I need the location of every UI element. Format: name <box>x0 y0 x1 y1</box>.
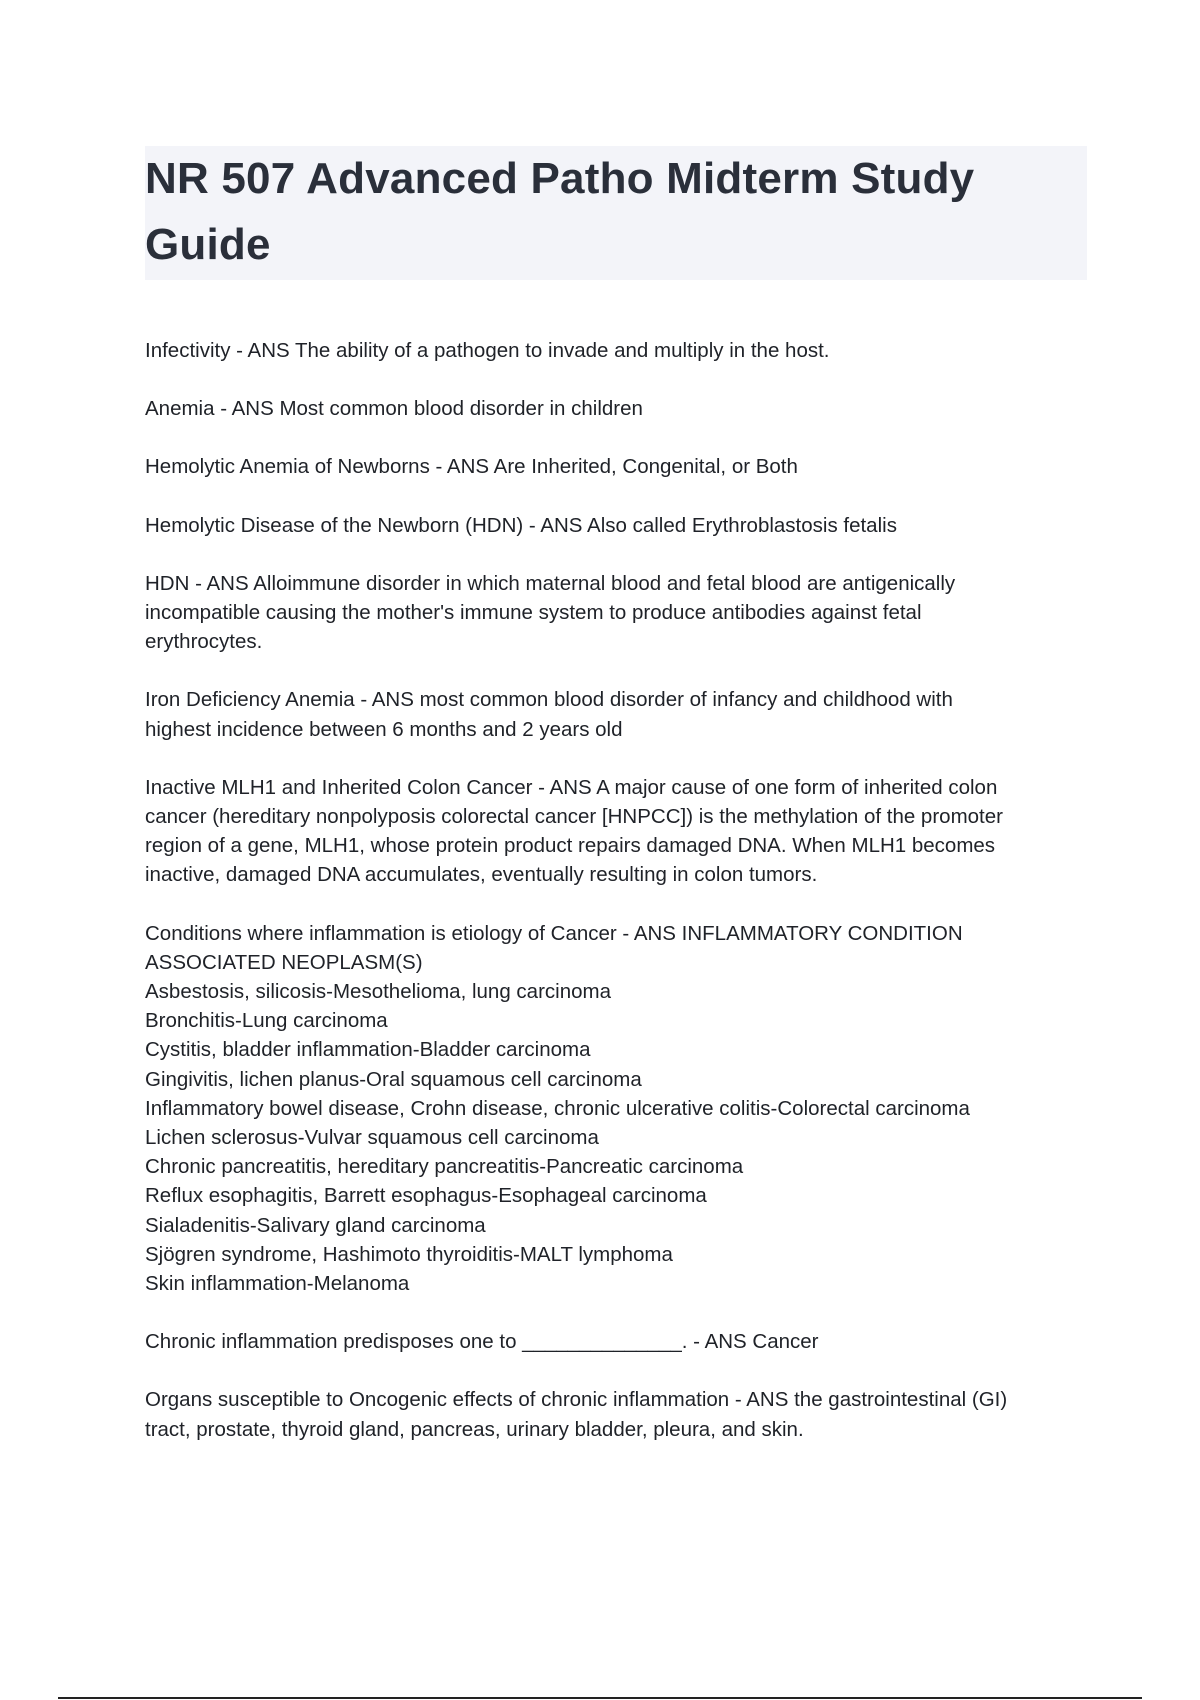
entry-line: ASSOCIATED NEOPLASM(S) <box>145 950 423 974</box>
study-entry <box>145 336 1090 365</box>
footer-divider <box>58 1697 1142 1699</box>
entry-line: tract, prostate, thyroid gland, pancreas, urinary bladder, pleura, and skin. <box>145 1417 804 1441</box>
study-entry <box>145 569 1090 657</box>
entry-line: Organs susceptible to Oncogenic effects of chronic inflammation - ANS the gastrointestinal (GI) <box>145 1388 1008 1412</box>
entry-line: Iron Deficiency Anemia - ANS most common blood disorder of infancy and childhood with <box>145 688 953 712</box>
study-entry <box>145 452 1090 481</box>
entry-line: Asbestosis, silicosis-Mesothelioma, lung carcinoma <box>145 980 611 1004</box>
study-entry <box>145 773 1090 890</box>
entry-line: HDN - ANS Alloimmune disorder in which maternal blood and fetal blood are antigenically <box>145 571 956 595</box>
entry-line: region of a gene, MLH1, whose protein product repairs damaged DNA. When MLH1 becomes <box>145 834 996 858</box>
title-banner <box>145 146 1087 280</box>
entry-line: Chronic pancreatitis, hereditary pancreatitis-Pancreatic carcinoma <box>145 1155 744 1179</box>
entry-line: Bronchitis-Lung carcinoma <box>145 1009 388 1033</box>
entry-line: Chronic inflammation predisposes one to ______________. - ANS Cancer <box>145 1330 819 1354</box>
entry-line: Sialadenitis-Salivary gland carcinoma <box>145 1213 486 1237</box>
entry-line: Conditions where inflammation is etiology of Cancer - ANS INFLAMMATORY CONDITION <box>145 921 963 945</box>
entry-line: highest incidence between 6 months and 2 years old <box>145 717 623 741</box>
study-guide-body <box>145 336 1090 1473</box>
entry-line: Hemolytic Anemia of Newborns - ANS Are Inherited, Congenital, or Both <box>145 455 798 479</box>
entry-line: inactive, damaged DNA accumulates, eventually resulting in colon tumors. <box>145 863 818 887</box>
entry-line: Skin inflammation-Melanoma <box>145 1272 410 1296</box>
study-entry <box>145 394 1090 423</box>
entry-line: Lichen sclerosus-Vulvar squamous cell carcinoma <box>145 1126 599 1150</box>
entry-line: Inactive MLH1 and Inherited Colon Cancer - ANS A major cause of one form of inherited colon <box>145 775 998 799</box>
study-entry <box>145 919 1090 1299</box>
entry-line: Reflux esophagitis, Barrett esophagus-Esophageal carcinoma <box>145 1184 707 1208</box>
entry-line: Infectivity - ANS The ability of a pathogen to invade and multiply in the host. <box>145 339 830 362</box>
entry-line: Hemolytic Disease of the Newborn (HDN) - ANS Also called Erythroblastosis fetalis <box>145 513 897 537</box>
entry-line: erythrocytes. <box>145 630 263 654</box>
study-entry <box>145 685 1090 743</box>
entry-line: Gingivitis, lichen planus-Oral squamous cell carcinoma <box>145 1067 642 1091</box>
page-title: NR 507 Advanced Patho Midterm Study Guide <box>145 154 975 269</box>
entry-line: Sjögren syndrome, Hashimoto thyroiditis-MALT lymphoma <box>145 1242 673 1266</box>
entry-line: cancer (hereditary nonpolyposis colorectal cancer [HNPCC]) is the methylation of the promoter <box>145 805 1003 829</box>
entry-line: incompatible causing the mother's immune system to produce antibodies against fetal <box>145 601 922 625</box>
entry-line: Inflammatory bowel disease, Crohn disease, chronic ulcerative colitis-Colorectal carcinoma <box>145 1096 970 1120</box>
study-entry <box>145 1327 1090 1356</box>
study-entry <box>145 1385 1090 1443</box>
entry-line: Cystitis, bladder inflammation-Bladder carcinoma <box>145 1038 591 1062</box>
study-entry <box>145 511 1090 540</box>
entry-line: Anemia - ANS Most common blood disorder in children <box>145 397 643 421</box>
